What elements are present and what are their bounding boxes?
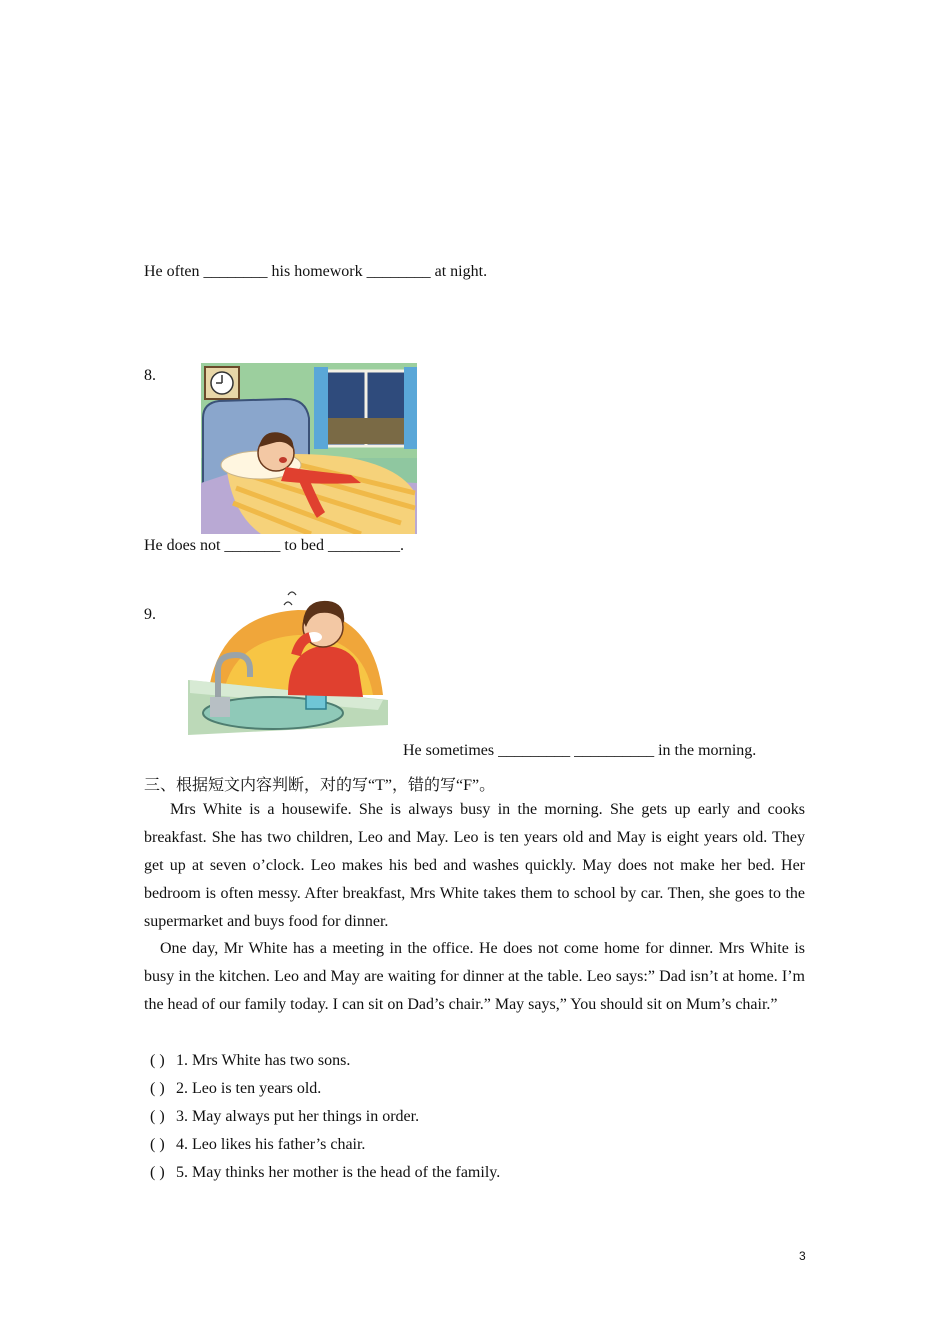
passage-paragraph-1: Mrs White is a housewife. She is always busy in the morning. She gets up early and cooks breakfast. She has two children, Leo and May. Leo is ten years old and May is eight years old. They get up at seven o’clock. Leo makes his bed and washes quickly. May does not make her bed. Her bedroom is often messy. After breakfast, Mrs White takes them to school by car. Then, she goes to the supermarket and buys food for dinner.: [144, 801, 805, 930]
answer-blank[interactable]: ( ): [150, 1164, 165, 1181]
answer-blank[interactable]: ( ): [150, 1108, 165, 1125]
item9-sentence: He sometimes _________ __________ in the morning.: [403, 742, 757, 759]
passage-paragraph-2: One day, Mr White has a meeting in the office. He does not come home for dinner. Mrs White is busy in the kitchen. Leo and May are waiting for dinner at the table. Leo says:” Dad isn’t at home. I’m the head of our family today. I can sit on Dad’s chair.” May says,” You should sit on Mum’s chair.”: [144, 940, 805, 1013]
question-1: [150, 1047, 350, 1075]
question-text: 2. Leo is ten years old.: [176, 1080, 322, 1097]
item8-sentence: He does not _______ to bed _________.: [144, 537, 404, 554]
question-text: 1. Mrs White has two sons.: [176, 1052, 351, 1069]
answer-blank[interactable]: ( ): [150, 1080, 165, 1097]
section3-heading: 三、根据短文内容判断，对的写“T”，错的写“F”。: [144, 777, 496, 794]
item8-illustration-boy-in-bed: [201, 363, 417, 534]
question-text: 4. Leo likes his father’s chair.: [176, 1136, 366, 1153]
item9-illustration-boy-brushing-teeth: [188, 585, 388, 741]
answer-blank[interactable]: ( ): [150, 1052, 165, 1069]
question-2: [150, 1075, 321, 1103]
item9-number: 9.: [144, 606, 156, 623]
question-3: [150, 1103, 419, 1131]
item7-sentence: He often ________ his homework ________ at night.: [144, 263, 488, 280]
page-number: 3: [799, 1249, 806, 1263]
question-text: 3. May always put her things in order.: [176, 1108, 420, 1125]
question-5: [150, 1159, 500, 1187]
question-4: [150, 1131, 365, 1159]
question-text: 5. May thinks her mother is the head of the family.: [176, 1164, 501, 1181]
item8-number: 8.: [144, 367, 156, 384]
answer-blank[interactable]: ( ): [150, 1136, 165, 1153]
